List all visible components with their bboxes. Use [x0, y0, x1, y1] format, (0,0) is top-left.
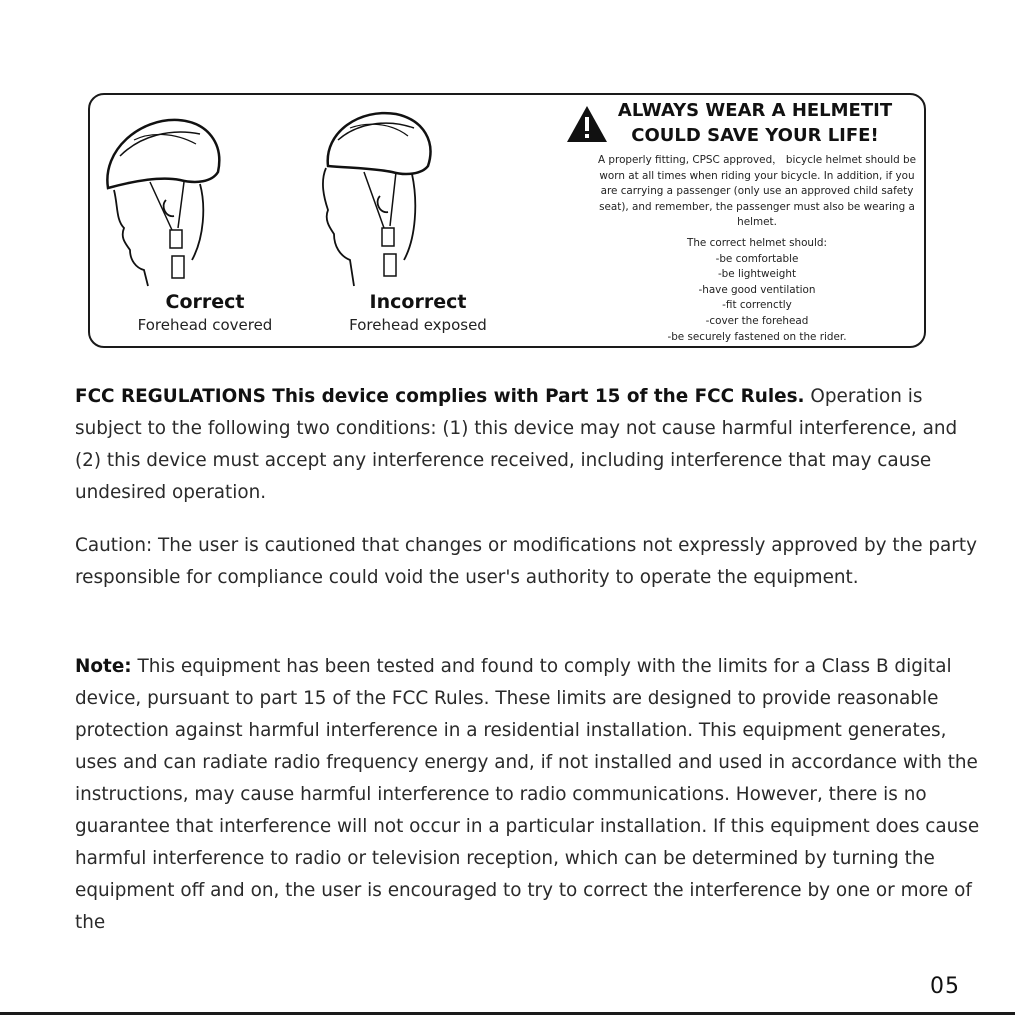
requirements-heading: The correct helmet should: [687, 237, 827, 249]
note-bold-lead: Note: [75, 656, 132, 677]
helmet-correct-illustration [100, 110, 230, 290]
caution-paragraph: Caution: The user is cautioned that changes or modifications not expressly approved by the party responsible for compliance could void the user's authority to operate the equipment. [75, 535, 977, 588]
page-number: 05 [930, 974, 960, 999]
fcc-bold-lead: FCC REGULATIONS This device complies with Part 15 of the FCC Rules. [75, 386, 805, 407]
incorrect-sublabel: Forehead exposed [349, 316, 487, 334]
warning-body: A properly fitting, CPSC approved， bicycle helmet should be worn at all times when riding your bicycle. In addition, if you are carrying a passenger (only use an approved child safety seat), and remember, the passenger must also be wearing a helmet. [598, 154, 916, 229]
fcc-text: Operation is subject to the following two conditions: (1) this device may not cause harmful interference, and (2) this device must accept any interference received, including interference that may cause undesired operation. [75, 386, 958, 503]
incorrect-label: Incorrect [369, 291, 467, 313]
warning-heading [605, 98, 905, 148]
note-text: This equipment has been tested and found to comply with the limits for a Class B digital device, pursuant to part 15 of the FCC Rules. These limits are designed to provide reasonable protection against harmful interference in a residential installation. This equipment generates, uses and can radiate radio frequency energy and, if not installed and used in accordance with the instructions, may cause harmful interference to radio communications. However, there is no guarantee that interference will not occur in a particular installation. If this equipment does cause harmful interference to radio or television reception, which can be determined by turning the equipment off and on, the user is encouraged to try to correct the interference by one or more of the [75, 656, 980, 933]
requirement-item: -be comfortable [715, 252, 799, 265]
requirement-item: -be securely fastened on the rider. [667, 330, 847, 343]
requirement-item: -cover the forehead [705, 314, 809, 327]
fcc-regulations-paragraph [75, 381, 980, 509]
warning-heading-line2: COULD SAVE YOUR LIFE! [631, 125, 879, 146]
warning-triangle-icon [565, 104, 609, 144]
requirement-item: -be lightweight [717, 268, 797, 281]
warning-heading-line1: ALWAYS WEAR A HELMETIT [617, 100, 893, 121]
requirement-item: -fit correnctly [722, 299, 792, 312]
requirement-item: -have good ventilation [698, 283, 816, 296]
correct-sublabel: Forehead covered [137, 316, 273, 334]
correct-label: Correct [165, 291, 245, 313]
note-paragraph [75, 651, 980, 939]
helmet-incorrect-illustration [310, 110, 440, 290]
helmet-requirements [598, 236, 916, 345]
